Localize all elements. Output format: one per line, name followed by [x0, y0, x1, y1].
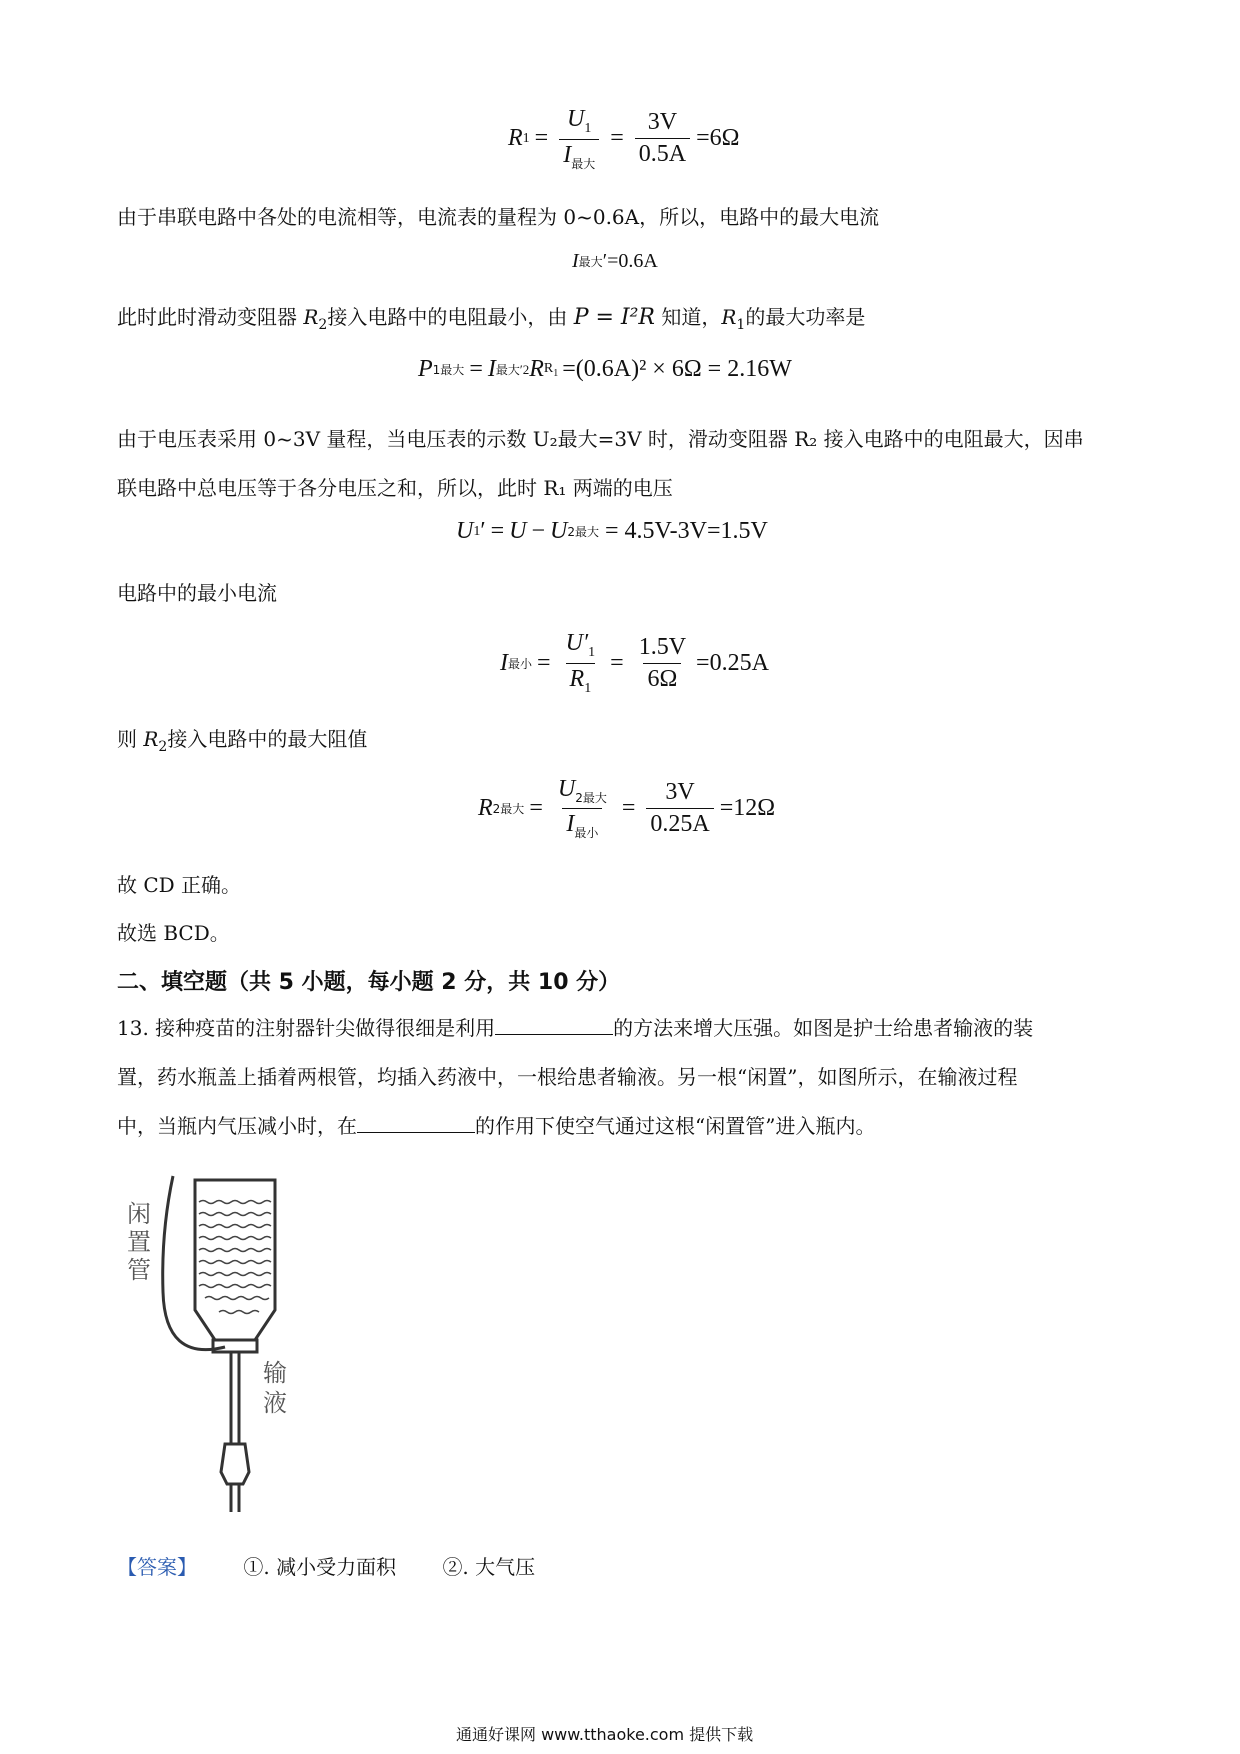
q13-line1-a: 13. 接种疫苗的注射器针尖做得很细是利用	[117, 1016, 496, 1040]
eq6-result: =12Ω	[719, 794, 776, 821]
eq1-lhs: R	[508, 125, 523, 152]
q13-line2: 置，药水瓶盖上插着两根管，均插入药液中，一根给患者输液。另一根“闲置”，如图所示，在输液过程	[117, 1065, 1018, 1089]
eq1-f1-den-sub: 最大	[571, 156, 596, 171]
p2-r1-sub: 1	[736, 317, 746, 333]
paragraph-7: 故选 BCD。	[117, 921, 230, 945]
p2-r2: R	[303, 305, 319, 329]
label-infusion: 输液	[263, 1359, 287, 1417]
eq3-rest: =(0.6A)² × 6Ω = 2.16W	[562, 356, 792, 382]
eq4-lhs-prime: ′	[480, 518, 486, 544]
p2-b: 接入电路中的电阻最小，由	[327, 305, 574, 329]
equation-p1-max: P 1最大 = I 最大 ′2 R $R_1$ =(0.6A)² × 6Ω = 2.16W	[418, 356, 792, 382]
eq5-f1-den-sub: 1	[584, 680, 592, 696]
eq6-fraction-1	[554, 776, 611, 841]
eq3-r-sub-a: R	[543, 360, 554, 376]
eq6-lhs: R	[478, 794, 493, 821]
q13-line3-a: 中，当瓶内气压减小时，在	[117, 1114, 357, 1138]
answer-line	[117, 1552, 535, 1582]
eq1-f2-den: 0.5A	[635, 138, 690, 168]
eq6-fraction-2	[646, 779, 713, 838]
p2-c: 知道，	[655, 305, 722, 329]
infusion-figure	[125, 1172, 325, 1522]
eq2-sym: I	[572, 250, 579, 272]
eq4-u2-sub: 2最大	[567, 525, 600, 539]
paragraph-5	[117, 724, 367, 762]
eq6-f2-den: 0.25A	[646, 808, 713, 838]
eq3-r: R	[529, 356, 544, 382]
eq5-fraction-1	[562, 630, 600, 697]
answer-1: ①. 减小受力面积	[243, 1555, 397, 1579]
p3-line2: 联电路中总电压等于各分电压之和，所以，此时 R₁ 两端的电压	[117, 476, 673, 500]
eq5-lhs: I	[500, 649, 508, 676]
eq6-f1-num: U	[557, 776, 576, 802]
p5-r2-sub: 2	[158, 739, 168, 755]
section-heading: 二、填空题（共 5 小题，每小题 2 分，共 10 分）	[117, 970, 621, 995]
paragraph-1: 由于串联电路中各处的电流相等，电流表的量程为 0~0.6A，所以，电路中的最大电流	[117, 205, 880, 229]
eq6-f1-den-sub: 最小	[574, 825, 599, 840]
eq1-fraction-2	[635, 109, 690, 168]
paragraph-2	[117, 302, 865, 340]
p3-line1: 由于电压表采用 0~3V 量程，当电压表的示数 U₂最大=3V 时，滑动变阻器 R₂ 接入电路中的电阻最大，因串	[117, 427, 1084, 451]
q13-line1	[117, 1004, 1033, 1053]
paragraph-4: 电路中的最小电流	[117, 581, 277, 605]
eq1-lhs-sub: 1	[522, 130, 530, 146]
eq5-f2-den: 6Ω	[643, 663, 681, 693]
eq4-rest: = 4.5V-3V=1.5V	[605, 518, 768, 544]
eq6-lhs-sub: 2最大	[492, 801, 525, 816]
q13-blank-1[interactable]	[495, 1014, 613, 1035]
eq1-f1-num: U	[567, 106, 585, 132]
equation-i-min: I 最小 = $\frac{U'_1}{R_1}$ = $\frac{1.5V}{6\Omega}$ =0.25A	[500, 630, 769, 696]
equation-u1: U 1 ′ = U − U 2最大 = 4.5V-3V=1.5V	[456, 518, 768, 544]
p5-a: 则	[117, 727, 144, 751]
answer-2: ②. 大气压	[442, 1555, 536, 1579]
p5-r2: R	[143, 727, 159, 751]
eq6-f1-num-sub: 2最大	[575, 790, 607, 805]
eq5-f1-den: R	[569, 665, 585, 692]
p2-a: 此时此时滑动变阻器	[117, 305, 304, 329]
p2-d: 的最大功率是	[745, 305, 866, 329]
eq4-lhs-sub: 1	[473, 523, 481, 539]
eq6-f2-num: 3V	[665, 778, 695, 805]
eq3-i-sup: ′2	[519, 361, 530, 377]
eq4-u2: U	[550, 518, 568, 544]
equation-r1: R 1 = $\frac{U_1}{I_{最大}}$ = $\frac{3V}{0.5A}$ =6Ω	[508, 106, 740, 171]
paragraph-6: 故 CD 正确。	[117, 873, 242, 897]
eq3-i: I	[487, 356, 496, 382]
q13-line3-b: 的作用下使空气通过这根“闲置管”进入瓶内。	[475, 1114, 876, 1138]
eq3-i-sub: 最大	[495, 363, 520, 377]
equation-i-max	[572, 250, 658, 273]
eq1-fraction-1	[559, 106, 599, 172]
eq5-result: =0.25A	[696, 649, 769, 676]
p5-b: 接入电路中的最大阻值	[167, 727, 368, 751]
eq3-lhs-sub: 1最大	[432, 363, 465, 377]
p2-formula: P = I²R	[573, 305, 655, 330]
eq2-sub: 最大	[578, 255, 603, 269]
eq5-lhs-sub: 最小	[508, 656, 533, 671]
eq3-r-sub-b: 1	[553, 367, 559, 379]
page-footer: 通通好课网 www.tthaoke.com 提供下载	[456, 1725, 754, 1744]
equation-r2-max: R 2最大 = $\frac{U_{2最大}}{I_{最小}}$ = $\frac{3V}{0.25A}$ =12Ω	[478, 776, 776, 840]
eq1-f1-den: I	[563, 141, 572, 168]
eq2-rest: ′=0.6A	[602, 250, 658, 272]
eq4-lhs: U	[456, 518, 474, 544]
eq1-f2-num: 3V	[647, 109, 678, 136]
answer-label: 【答案】	[117, 1555, 197, 1579]
p2-r2-sub: 2	[318, 317, 328, 333]
p2-r1: R	[721, 305, 737, 329]
eq1-result: =6Ω	[696, 125, 740, 152]
q13-line1-b: 的方法来增大压强。如图是护士给患者输液的装	[613, 1016, 1034, 1040]
eq5-fraction-2	[635, 634, 690, 693]
eq5-f1-num-sub: 1	[588, 644, 596, 660]
q13-blank-2[interactable]	[357, 1112, 475, 1133]
eq3-lhs: P	[418, 356, 433, 382]
question-13	[117, 1004, 1033, 1151]
eq5-f2-num: 1.5V	[638, 633, 687, 660]
eq3-r-sub	[544, 361, 558, 379]
eq4-u: U	[509, 518, 527, 544]
eq6-f1-den: I	[566, 810, 575, 837]
q13-line3	[117, 1102, 1033, 1151]
label-idle-tube: 闲置管	[127, 1200, 151, 1284]
eq1-f1-num-sub: 1	[584, 120, 592, 136]
eq5-f1-num: U′	[565, 630, 589, 656]
paragraph-3	[117, 415, 1084, 513]
